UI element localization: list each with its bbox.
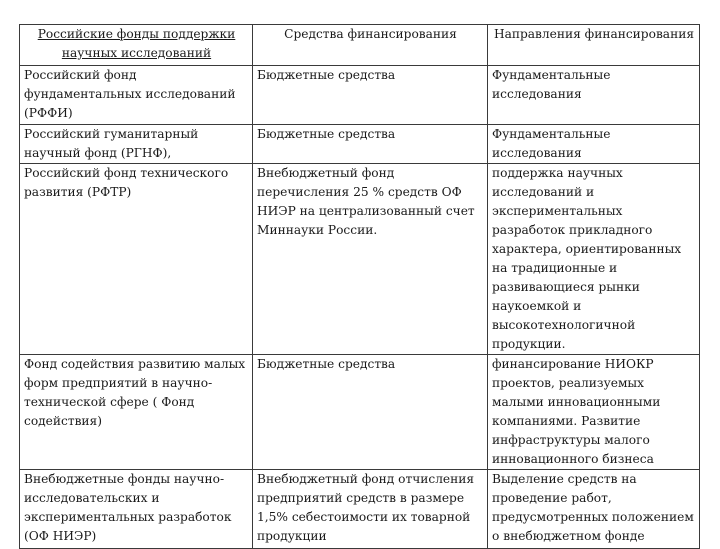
direction-cell: поддержка научных исследований и экспериментальных разработок прикладного характера, ориентированных на традиционные и развивающиеся рынки наукоемкой и высокотехнологичной продукции. — [488, 164, 700, 355]
source-cell: Внебюджетный фонд перечисления 25 % средств ОФ НИЭР на централизованный счет Миннауки России. — [253, 164, 488, 355]
direction-cell: Фундаментальные исследования — [488, 125, 700, 164]
source-cell: Бюджетные средства — [253, 355, 488, 470]
table-row — [20, 66, 700, 125]
header-funds: Российские фонды поддержки научных исследований — [20, 25, 253, 66]
funds-table — [19, 24, 700, 549]
source-cell: Бюджетные средства — [253, 66, 488, 125]
header-direction: Направления финансирования — [488, 25, 700, 66]
table-row — [20, 470, 700, 549]
direction-cell: финансирование НИОКР проектов, реализуемых малыми инновационными компаниями. Развитие инфраструктуры малого инновационного бизнеса — [488, 355, 700, 470]
fund-cell: Российский фонд технического развития (РФТР) — [20, 164, 253, 355]
source-cell: Внебюджетный фонд отчисления предприятий средств в размере 1,5% себестоимости их товарной продукции — [253, 470, 488, 549]
table-row — [20, 355, 700, 470]
table-row — [20, 164, 700, 355]
fund-cell: Российский фонд фундаментальных исследований (РФФИ) — [20, 66, 253, 125]
fund-cell: Фонд содействия развитию малых форм предприятий в научно-технической сфере ( Фонд содействия) — [20, 355, 253, 470]
header-row — [20, 25, 700, 66]
source-cell: Бюджетные средства — [253, 125, 488, 164]
fund-cell: Российский гуманитарный научный фонд (РГНФ), — [20, 125, 253, 164]
header-source: Средства финансирования — [253, 25, 488, 66]
direction-cell: Выделение средств на проведение работ, предусмотренных положением о внебюджетном фонде — [488, 470, 700, 549]
table-row — [20, 125, 700, 164]
fund-cell: Внебюджетные фонды научно-исследовательских и экспериментальных разработок (ОФ НИЭР) — [20, 470, 253, 549]
direction-cell: Фундаментальные исследования — [488, 66, 700, 125]
